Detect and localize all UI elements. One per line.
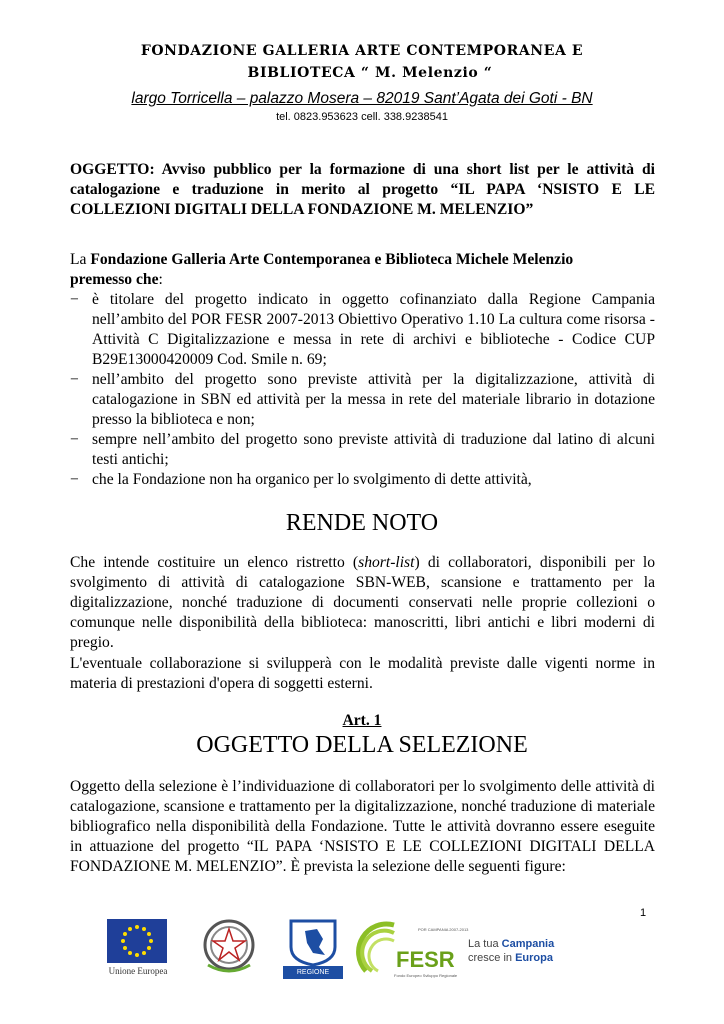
list-item xyxy=(70,370,655,430)
list-item-text: sempre nell’ambito del progetto sono previste attività di traduzione dal latino di alcuni testi antichi; xyxy=(92,431,655,468)
header-line-2: BIBLIOTECA “ M. Melenzio “ xyxy=(247,65,493,81)
premesso-colon: : xyxy=(158,271,163,288)
list-item-text: nell’ambito del progetto sono previste attività per la digitalizzazione, attività di catalogazione in SBN ed attività per la messa in rete del materiale librario in dotazione presso la biblioteca e non; xyxy=(92,371,655,428)
fesr-small: POR CAMPANIA 2007-2013 xyxy=(418,927,469,932)
dash-bullet: − xyxy=(70,471,79,488)
article-title: OGGETTO DELLA SELEZIONE xyxy=(196,732,528,758)
paragraph-selection: Oggetto della selezione è l’individuazione di collaboratori per lo svolgimento delle attività di catalogazione, scansione e trattamento per la digitalizzazione, nonché traduzione di materiale bibliografico nella disponibilità della Fondazione. Tutte le attività dovranno essere eseguite in attuazione del progetto “IL PAPA ‘NSISTO E LE COLLEZIONI DIGITALI DELLA FONDAZIONE M. MELENZIO”. È prevista la selezione delle seguenti figure: xyxy=(70,778,655,875)
header-line-1: FONDAZIONE GALLERIA ARTE CONTEMPORANEA E xyxy=(140,43,584,59)
fesr-sub: Fondo Europeo Sviluppo Regionale xyxy=(394,973,458,978)
paragraph-shortlist xyxy=(70,553,655,653)
dash-bullet: − xyxy=(70,371,79,388)
list-item xyxy=(70,470,655,490)
paragraph-collaboration: L'eventuale collaborazione si svilupperà con le modalità previste dalle vigenti norme in materia di prestazioni d'opera di soggetti esterni. xyxy=(70,655,655,692)
intro-la: La xyxy=(70,251,91,268)
fesr-logo xyxy=(356,915,469,983)
header-phone: tel. 0823.953623 cell. 338.9238541 xyxy=(276,111,448,123)
regione-campania-logo xyxy=(283,917,343,989)
slogan-text: cresce in xyxy=(468,952,516,964)
paragraph-text: ) di collaboratori, disponibili per lo svolgimento di attività di catalogazione SBN-WEB, scansione e trattamento per la digitalizzazione, nonché traduzione di documenti conservati nelle proprie collezioni o comunque nelle disponibilità della biblioteca: manoscritti, libri antichi e libri moderni di pregio. xyxy=(70,554,656,651)
header-address: largo Torricella – palazzo Mosera – 82019 Sant’Agata dei Goti - BN xyxy=(131,90,593,107)
list-item-text: è titolare del progetto indicato in oggetto cofinanziato dalla Regione Campania nell’ambito del POR FESR 2007-2013 Obiettivo Operativo 1.10 La cultura come risorsa - Attività C Digitalizzazione e messa in rete di archivi e biblioteche - Codice CUP B29E13000420009 Cod. Smile n. 69; xyxy=(92,291,655,368)
list-item xyxy=(70,430,655,470)
list-item xyxy=(70,290,655,370)
paragraph-text: Che intende costituire un elenco ristretto ( xyxy=(70,554,359,571)
list-item-text: che la Fondazione non ha organico per lo svolgimento di dette attività, xyxy=(92,471,532,488)
subject-block xyxy=(70,160,655,220)
slogan-highlight: Europa xyxy=(515,952,553,964)
foundation-name: Fondazione Galleria Arte Contemporanea e Biblioteca Michele Melenzio xyxy=(90,251,574,268)
slogan-text: La tua xyxy=(468,938,502,950)
page-number: 1 xyxy=(640,907,647,919)
premesso-label: premesso che xyxy=(70,271,159,288)
eu-flag-icon xyxy=(107,919,167,963)
subject-line-3: COLLEZIONI DIGITALI DELLA FONDAZIONE M. MELENZIO” xyxy=(70,201,534,218)
short-list-term: short-list xyxy=(358,554,415,571)
premises-list xyxy=(70,290,655,490)
campania-label: REGIONE CAMPANIA xyxy=(283,966,343,979)
fesr-text: FESR xyxy=(396,947,455,972)
subject-line-1: OGGETTO: Avviso pubblico per la formazione di una short list per le attività di xyxy=(70,161,655,178)
rende-noto-heading: RENDE NOTO xyxy=(285,510,439,536)
tua-campania-slogan xyxy=(468,937,554,965)
dash-bullet: − xyxy=(70,291,79,308)
italian-republic-emblem-icon xyxy=(200,915,258,977)
eu-logo xyxy=(107,919,169,976)
eu-label: Unione Europea xyxy=(108,966,168,976)
dash-bullet: − xyxy=(70,431,79,448)
article-label: Art. 1 xyxy=(342,712,382,729)
intro-paragraph xyxy=(70,250,655,290)
subject-line-2: catalogazione e traduzione in merito al progetto “IL PAPA ‘NSISTO E LE xyxy=(70,181,655,198)
slogan-highlight: Campania xyxy=(501,938,555,950)
foundation-header xyxy=(0,40,724,84)
footer-logos xyxy=(0,915,724,989)
